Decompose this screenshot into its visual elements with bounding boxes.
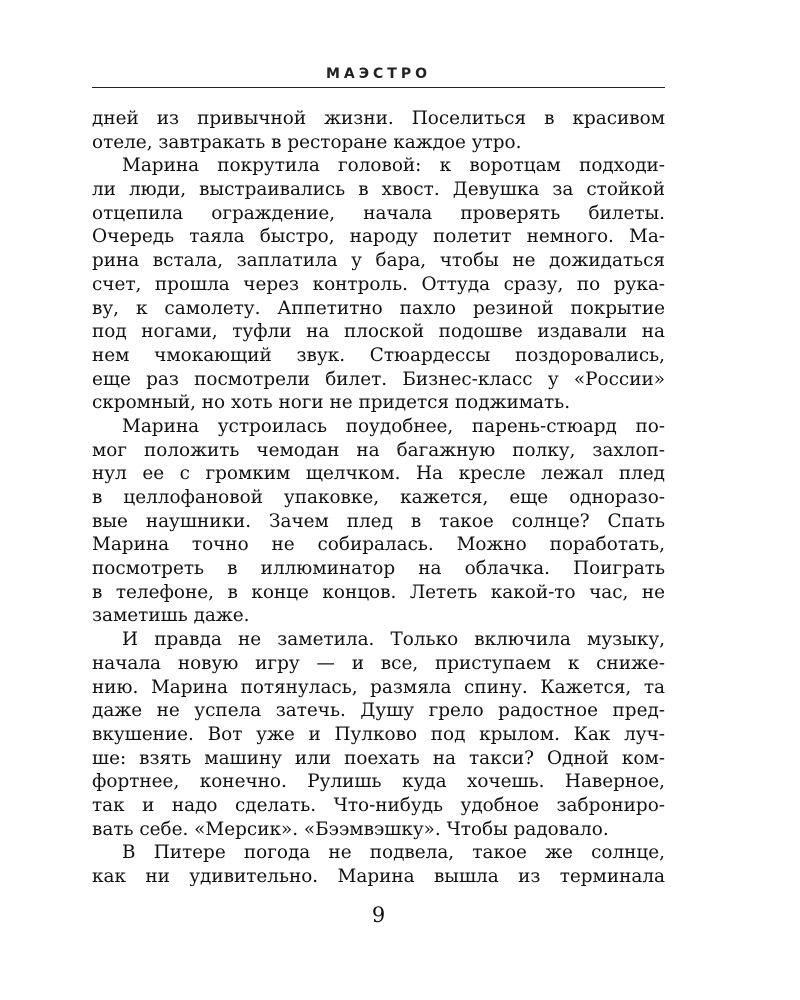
text-line: Марина устроилась поудобнее, парень-стюард по- <box>122 415 665 437</box>
text-line: заметишь даже. <box>92 605 250 627</box>
text-line: отеле, завтракать в ресторане каждое утро. <box>92 131 522 153</box>
page-number: 9 <box>371 903 386 927</box>
text-line: Очередь таяла быстро, народу полетит немного. Ма- <box>92 226 665 248</box>
text-line: рина встала, заплатила у бара, чтобы не дожидаться <box>92 250 665 272</box>
text-line: В Питере погода не подвела, такое же солнце, <box>122 842 665 864</box>
text-line: фортнее, конечно. Рулишь куда хочешь. Наверное, <box>92 771 665 793</box>
text-line: как ни удивительно. Марина вышла из терминала <box>92 866 665 887</box>
text-line: отцепила ограждение, начала проверять билеты. <box>92 202 665 224</box>
text-line: вкушение. Вот уже и Пулково под крылом. Как луч- <box>92 723 665 745</box>
text-line: начала новую игру — и все, приступаем к сниже- <box>92 652 665 674</box>
text-line: Марина покрутила головой: к воротцам подходи- <box>122 155 665 177</box>
text-line: дней из привычной жизни. Поселиться в красивом <box>92 108 665 129</box>
text-line: нул ее с громким щелчком. На кресле лежал плед <box>92 463 665 485</box>
text-line: ву, к самолету. Аппетитно пахло резиной покрытие <box>92 297 665 319</box>
text-line: еще раз посмотрели билет. Бизнес-класс у «России» <box>92 368 665 390</box>
text-line: счет, прошла через контроль. Оттуда сразу, по рука- <box>92 273 665 295</box>
header-rule <box>92 87 665 88</box>
text-line: нию. Марина потянулась, размяла спину. Кажется, та <box>92 676 665 698</box>
text-line: посмотреть в иллюминатор на облачка. Поиграть <box>92 558 665 580</box>
text-line: И правда не заметила. Только включила музыку, <box>122 629 665 651</box>
text-line: вые наушники. Зачем плед в такое солнце? Спать <box>92 510 665 532</box>
text-line: в целлофановой упаковке, кажется, еще одноразо- <box>92 487 665 508</box>
text-line: Марина точно не собиралась. Можно поработать, <box>92 534 665 556</box>
text-line: в телефоне, в конце концов. Лететь какой-то час, не <box>92 581 665 603</box>
text-line: под ногами, туфли на плоской подошве издавали на <box>92 321 665 343</box>
text-line: даже не успела затечь. Душу грело радостное пред- <box>92 700 665 722</box>
text-line: вать себе. «Мерсик». «Бээмвэшку». Чтобы радовало. <box>92 818 609 840</box>
text-line: ли люди, выстраивались в хвост. Девушка за стойкой <box>92 179 665 201</box>
body-text <box>92 107 665 889</box>
text-line: так и надо сделать. Что-нибудь удобное заброниро- <box>92 794 665 816</box>
text-line: ше: взять машину или поехать на такси? Одной ком- <box>92 747 665 769</box>
text-line: нем чмокающий звук. Стюардессы поздоровались, <box>92 344 665 366</box>
running-title: МАЭСТРО <box>325 66 432 82</box>
text-line: мог положить чемодан на багажную полку, захлоп- <box>92 439 665 461</box>
text-line: скромный, но хоть ноги не придется поджимать. <box>92 392 571 414</box>
